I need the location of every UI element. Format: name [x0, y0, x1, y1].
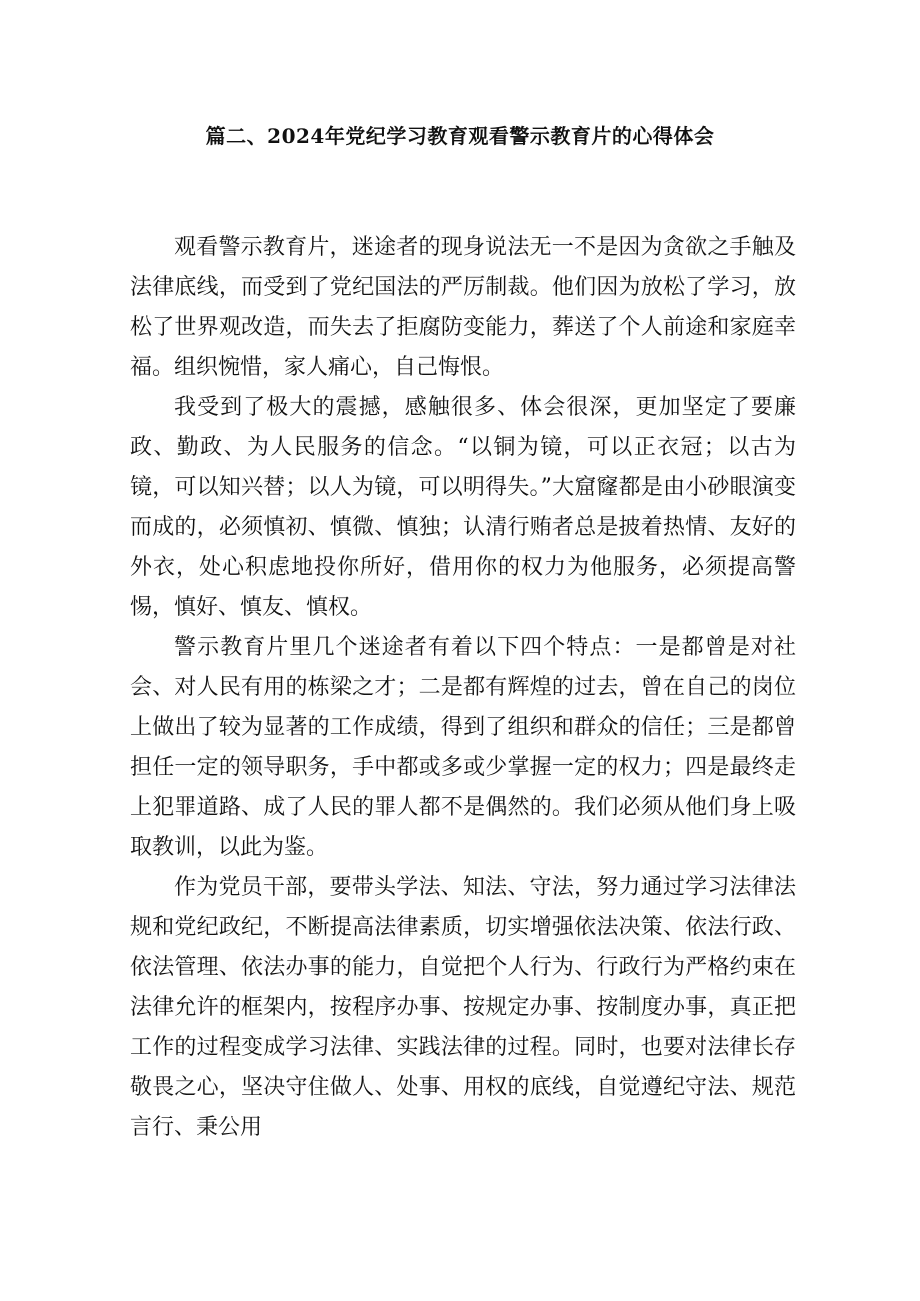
paragraph-3: 警示教育片里几个迷途者有着以下四个特点：一是都曾是对社会、对人民有用的栋梁之才；二是都有辉煌的过去，曾在自己的岗位上做出了较为显著的工作成绩，得到了组织和群众的信任；三是都曾担任一定的领导职务，手中都或多或少掌握一定的权力；四是最终走上犯罪道路、成了人民的罪人都不是偶然的。我们必须从他们身上吸取教训，以此为鉴。: [130, 635, 796, 860]
document-title: 篇二、2024年党纪学习教育观看警示教育片的心得体会: [205, 124, 715, 148]
paragraph-1: 观看警示教育片，迷途者的现身说法无一不是因为贪欲之手触及法律底线，而受到了党纪国法的严厉制裁。他们因为放松了学习，放松了世界观改造，而失去了拒腐防变能力，葬送了个人前途和家庭幸福。组织惋惜，家人痛心，自己悔恨。: [130, 235, 796, 380]
paragraph-4: 作为党员干部，要带头学法、知法、守法，努力通过学习法律法规和党纪政纪，不断提高法律素质，切实增强依法决策、依法行政、依法管理、依法办事的能力，自觉把个人行为、行政行为严格约束在法律允许的框架内，按程序办事、按规定办事、按制度办事，真正把工作的过程变成学习法律、实践法律的过程。同时，也要对法律长存敬畏之心，坚决守住做人、处事、用权的底线，自觉遵纪守法、规范言行、秉公用: [130, 875, 796, 1140]
paragraph-2: 我受到了极大的震撼，感触很多、体会很深，更加坚定了要廉政、勤政、为人民服务的信念。“以铜为镜，可以正衣冠；以古为镜，可以知兴替；以人为镜，可以明得失。”大窟窿都是由小砂眼演变而成的，必须慎初、慎微、慎独；认清行贿者总是披着热情、友好的外衣，处心积虑地投你所好，借用你的权力为他服务，必须提高警惕，慎好、慎友、慎权。: [130, 395, 796, 620]
document-body: [130, 228, 796, 1148]
